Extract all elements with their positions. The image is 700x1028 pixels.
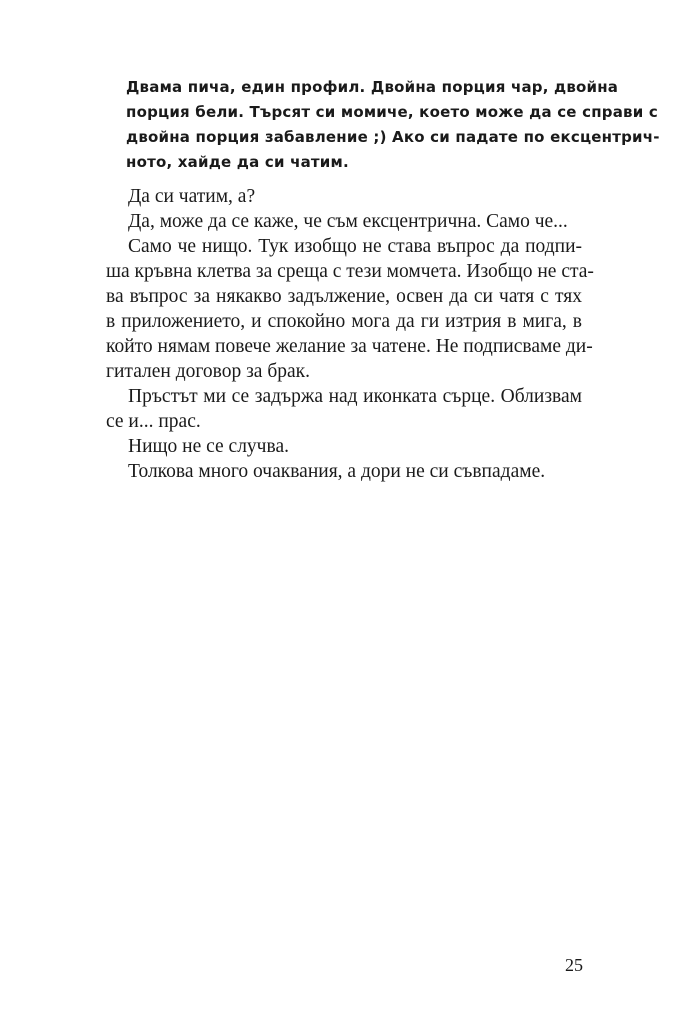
profile-line: Двама пича, един профил. Двойна порция чар, двойна — [126, 78, 619, 96]
paragraph-line: ша кръвна клетва за среща с тези момчета. Изобщо не ста- — [106, 261, 594, 282]
paragraph-line: гитален договор за брак. — [106, 361, 311, 382]
paragraph-line: Нищо не се случва. — [128, 436, 289, 457]
profile-line: двойна порция забавление ;) Ако си падате по ексцентрич- — [126, 128, 660, 146]
paragraph-line: се и... прас. — [106, 411, 201, 432]
paragraph-line: Толкова много очаквания, а дори не си съвпадаме. — [128, 461, 546, 482]
paragraph-line: Само че нищо. Тук изобщо не става въпрос да подпи- — [128, 236, 582, 257]
paragraph-line: Да, може да се каже, че съм ексцентрична. Само че... — [128, 211, 568, 232]
paragraph-line: който нямам повече желание за чатене. Не подписваме ди- — [106, 336, 593, 357]
paragraph-line: Да си чатим, а? — [128, 186, 256, 207]
page-number: 25 — [565, 955, 583, 975]
profile-line: порция бели. Търсят си момиче, което може да се справи с — [126, 103, 658, 121]
paragraph-line: в приложението, и спокойно мога да ги изтрия в мига, в — [106, 311, 582, 332]
paragraph-line: ва въпрос за някакво задължение, освен да си чатя с тях — [106, 286, 582, 307]
profile-line: ното, хайде да си чатим. — [126, 153, 349, 171]
paragraph-line: Пръстът ми се задържа над иконката сърце. Облизвам — [128, 386, 582, 407]
